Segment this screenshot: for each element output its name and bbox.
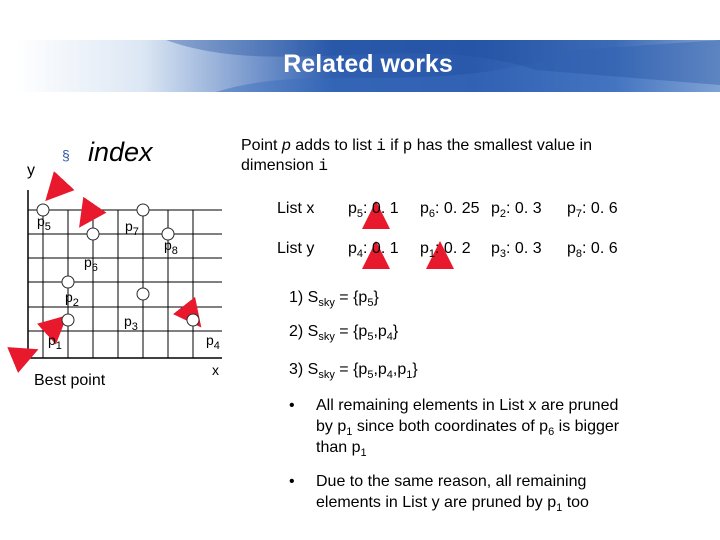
list-y-entry-4: $p_8$: 0. 6 — [567, 240, 618, 260]
rule-line-1: Point p adds to list i if p has the smallest value in — [241, 137, 592, 155]
bullet-1-line-1: All remaining elements in List x are pruned — [316, 397, 619, 414]
point-p1 — [62, 314, 74, 326]
step-1: 1) $S_{sky} = \{p_5\}$ — [289, 289, 379, 309]
label-p6: $p_6$ — [84, 254, 98, 274]
step-2: 2) $S_{sky} = \{p_5,p_4\}$ — [289, 323, 399, 343]
bullet-1-line-3: than $p_1$ — [316, 439, 367, 459]
arrow-best-point — [20, 352, 32, 357]
y-axis-label: y — [27, 162, 35, 179]
point-p6 — [87, 228, 99, 240]
list-y-label: List y — [277, 240, 315, 257]
label-p1: $p_1$ — [48, 332, 62, 352]
point-p7 — [137, 204, 149, 216]
x-axis-label: x — [212, 362, 219, 378]
arrow-p1 — [51, 320, 62, 330]
best-point-label: Best point — [34, 372, 106, 389]
label-p5: $p_5$ — [37, 213, 51, 233]
arrow-p5 — [50, 183, 62, 196]
list-y-entry-2: $p_1$: 0. 2 — [420, 240, 471, 260]
point-p2 — [62, 276, 74, 288]
bullet-2-marker: • — [289, 473, 295, 490]
list-x-entry-2: $p_6$: 0. 25 — [420, 200, 480, 220]
label-p7: $p_7$ — [125, 218, 139, 238]
bullet-1-marker: • — [289, 397, 295, 414]
bullet-index-text: index — [88, 137, 153, 167]
bullet-marker: § — [62, 147, 70, 163]
arrow-p6-list — [83, 206, 94, 222]
bullet-2-line-2: elements in List y are pruned by $p_1$ too — [316, 494, 589, 514]
point-p4 — [187, 314, 199, 326]
bullet-1-line-2: by $p_1$ since both coordinates of $p_6$ is bigger — [316, 418, 620, 438]
list-x-entry-1: $p_5$: 0. 1 — [348, 200, 399, 220]
bullet-2-line-1: Due to the same reason, all remaining — [316, 473, 587, 490]
label-p4: $p_4$ — [206, 332, 220, 352]
step-3: 3) $S_{sky} = \{p_5,p_4,p_1\}$ — [289, 361, 418, 381]
label-p2: $p_2$ — [65, 289, 79, 309]
label-p8: $p_8$ — [164, 237, 178, 257]
list-x-entry-4: $p_7$: 0. 6 — [567, 200, 618, 220]
rule-line-2: dimension i — [241, 157, 328, 175]
list-x-entry-3: $p_2$: 0. 3 — [491, 200, 542, 220]
point-p3 — [137, 288, 149, 300]
list-y-entry-1: $p_4$: 0. 1 — [348, 240, 399, 260]
slide-title: Related works — [283, 50, 453, 78]
label-p3: $p_3$ — [124, 313, 138, 333]
list-y-entry-3: $p_3$: 0. 3 — [491, 240, 542, 260]
list-x-label: List x — [277, 200, 315, 217]
